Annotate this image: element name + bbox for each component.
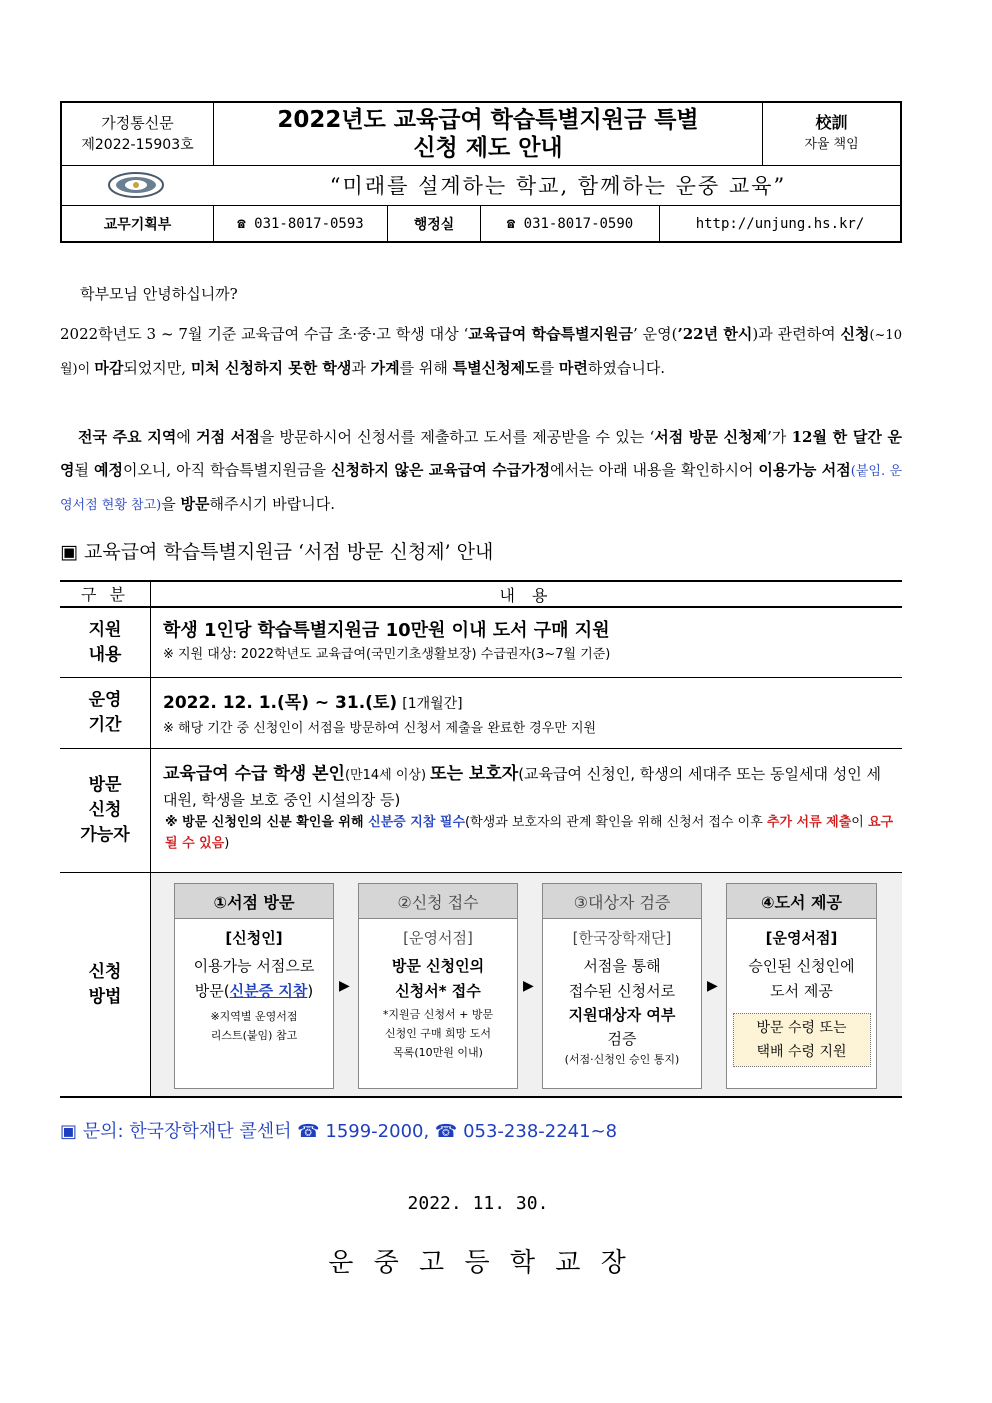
step-body [727,919,876,1067]
greeting: 학부모님 안녕하십니까? [80,285,238,303]
signature: 운 중 고 등 학 교 장 [328,1248,632,1278]
newsletter-number: 제2022-15903호 [81,137,194,153]
step-line: 도서 제공 [770,982,833,1000]
period-note: ※ 해당 기간 중 신청인이 서점을 방문하여 신청서 제출을 완료한 경우만 지원 [163,721,597,736]
text: 이용가능 서점 [758,461,851,479]
support-note: ※ 지원 대상: 2022학년도 교육급여(국민기초생활보장) 수급권자(3~7월 기준) [163,647,611,662]
title-line-2: 신청 제도 안내 [413,135,563,161]
text: (학생과 보호자의 관계 확인을 위해 신청서 접수 이후 [465,815,767,830]
text: 요구될 수 있음 [165,815,894,851]
text: 전국 주요 지역 [78,428,177,446]
step-body [359,919,517,1062]
step-line: 검증 [607,1030,637,1048]
step-note: *지원금 신청서 + 방문 신청인 구매 희망 도서 목록(10만원 이내) [382,1008,494,1059]
step-application-receipt [358,883,518,1089]
row-label-applicant: 방문 신청 가능자 [80,775,130,845]
text: 해주시기 바랍니다. [209,495,335,513]
text: 교육급여 학습특별지원금 [468,325,634,343]
text: 신분증 지참 필수 [368,815,466,830]
divider [60,1096,902,1098]
text: ’가 [767,428,792,446]
period-line [163,690,894,717]
newsletter-label: 가정통신문 [101,114,174,132]
step-line: 신청서* 접수 [395,982,481,1000]
text: 될 [74,461,94,479]
step-visit-bookstore [174,883,334,1089]
divider [60,748,902,749]
divider [60,606,902,608]
text: 마감 [94,359,124,377]
motto-label: 校訓 [815,113,848,132]
contact-info: ▣ 문의: 한국장학재단 콜센터 ☎ 1599-2000, ☎ 053-238-2241~8 [60,1121,618,1142]
office-name: 행정실 [413,217,455,233]
step-title: ②신청 접수 [359,884,517,919]
step-line: 접수된 신청서로 [568,982,676,1000]
text: 2022학년도 3 ~ 7월 기준 교육급여 수급 초·중·고 학생 대상 ‘ [60,325,469,343]
section-title: ▣ 교육급여 학습특별지원금 ‘서점 방문 신청제’ 안내 [60,541,494,563]
text: 추가 서류 제출 [766,815,852,830]
intro-paragraph-2 [60,421,902,522]
text: 을 방문하시어 신청서를 제출하고 도서를 제공받을 수 있는 ‘ [259,428,655,446]
divider [60,677,902,678]
arrow-icon: ▶ [707,978,718,994]
school-url-link[interactable]: http://unjung.hs.kr/ [695,216,865,232]
support-main: 학생 1인당 학습특별지원금 10만원 이내 도서 구매 지원 [163,620,610,641]
text: 과 [351,359,371,377]
office-phone: ☎ 031-8017-0590 [506,216,634,232]
delivery-option-box: 방문 수령 또는 택배 수령 지원 [733,1013,871,1067]
text: 12월 한 달간 운영 [60,428,902,479]
step-eligibility-check [542,883,702,1089]
col-header-content: 내 용 [499,585,554,605]
text: (만14세 이상) [344,768,431,783]
dept-phone: ☎ 031-8017-0593 [237,216,364,232]
step-actor: [신청인] [225,929,283,947]
col-header-category: 구 분 [81,584,129,604]
step-line: 승인된 신청인에 [748,957,855,975]
text: (~10월)이 [60,328,902,377]
text: (붙임. 운영서점 현황 참고) [60,464,903,513]
step-actor: [운영서점] [403,929,473,947]
text: 특별신청제도 [452,359,540,377]
step-line: 방문 신청인의 [391,957,485,975]
applicant-desc [163,762,894,812]
text: ) [307,982,314,1000]
text: 또는 보호자 [430,764,519,784]
issue-date: 2022. 11. 30. [407,1193,549,1214]
step-body [543,919,701,1069]
step-title: ①서점 방문 [175,884,333,919]
text: ’ 운영( [633,325,678,343]
step-line: 이용가능 서점으로 [193,957,315,975]
row-label-method: 신청 방법 [88,961,122,1007]
step-actor: [운영서점] [765,929,838,947]
school-slogan: “미래를 설계하는 학교, 함께하는 운중 교육” [329,174,787,198]
motto-text: 자율 책임 [804,137,859,152]
step-line: 지원대상자 여부 [568,1006,676,1024]
step-note: (서점·신청인 승인 통지) [564,1053,680,1066]
title-line-1: 2022년도 교육급여 학습특별지원금 특별 [277,107,699,133]
step-book-delivery [726,883,877,1089]
text: ※ 방문 신청인의 신분 확인을 위해 [165,815,369,830]
text: 가계 [370,359,400,377]
arrow-icon: ▶ [523,978,534,994]
text: 서점 방문 신청제 [654,428,768,446]
step-title: ④도서 제공 [727,884,876,919]
school-motto [763,103,900,165]
text: 신청하지 않은 교육급여 수급가정 [331,461,551,479]
text: )과 관련하여 [752,325,841,343]
row-label-support: 지원 내용 [88,619,122,665]
step-actor: [한국장학재단] [572,929,672,947]
page-title [214,103,762,165]
row-content-period [163,690,894,741]
text: 에서는 아래 내용을 확인하시어 [550,461,759,479]
text: 방문 [180,495,210,513]
text: 마련 [558,359,588,377]
arrow-icon: ▶ [339,978,350,994]
text: 신청 [840,325,870,343]
text: 이오니, 아직 학습특별지원금을 [122,461,332,479]
text: 를 [539,359,559,377]
text: 신분증 지참 [229,982,308,1000]
applicant-note [163,812,894,854]
period-sub: [1개월간] [402,696,463,712]
text: 을 [161,495,181,513]
text: ) [224,836,230,851]
text: 에 [176,428,197,446]
step-note: ※지역별 운영서점 리스트(붙임) 참고 [210,1010,298,1042]
text: 미처 신청하지 못한 학생 [190,359,352,377]
step-body [175,919,333,1045]
text: 거점 서점 [196,428,260,446]
step-title: ③대상자 검증 [543,884,701,919]
text: ’22년 한시 [677,325,753,343]
school-emblem-icon [107,171,165,199]
text: (교육급여 신청인, 학생의 세대주 또는 동일세대 성인 세대원, 학생을 보호 중인 시설의장 등) [163,765,881,809]
header-table [60,101,902,243]
newsletter-id [62,103,213,165]
dept-name: 교무기획부 [103,217,172,233]
text: 이 [851,815,868,830]
text: 교육급여 수급 학생 본인 [163,764,345,784]
row-content-applicant [163,762,894,854]
row-label-period: 운영 기간 [88,690,122,735]
text: 하였습니다. [587,359,666,377]
row-content-support [163,618,894,666]
text: 방문( [194,982,230,1000]
intro-paragraph-1 [60,318,902,386]
step-line [175,979,333,1003]
text: 를 위해 [399,359,453,377]
period-main: 2022. 12. 1.(목) ~ 31.(토) [163,693,398,713]
text: 되었지만, [123,359,191,377]
text: 예정 [93,461,123,479]
step-line: 서점을 통해 [583,957,661,975]
